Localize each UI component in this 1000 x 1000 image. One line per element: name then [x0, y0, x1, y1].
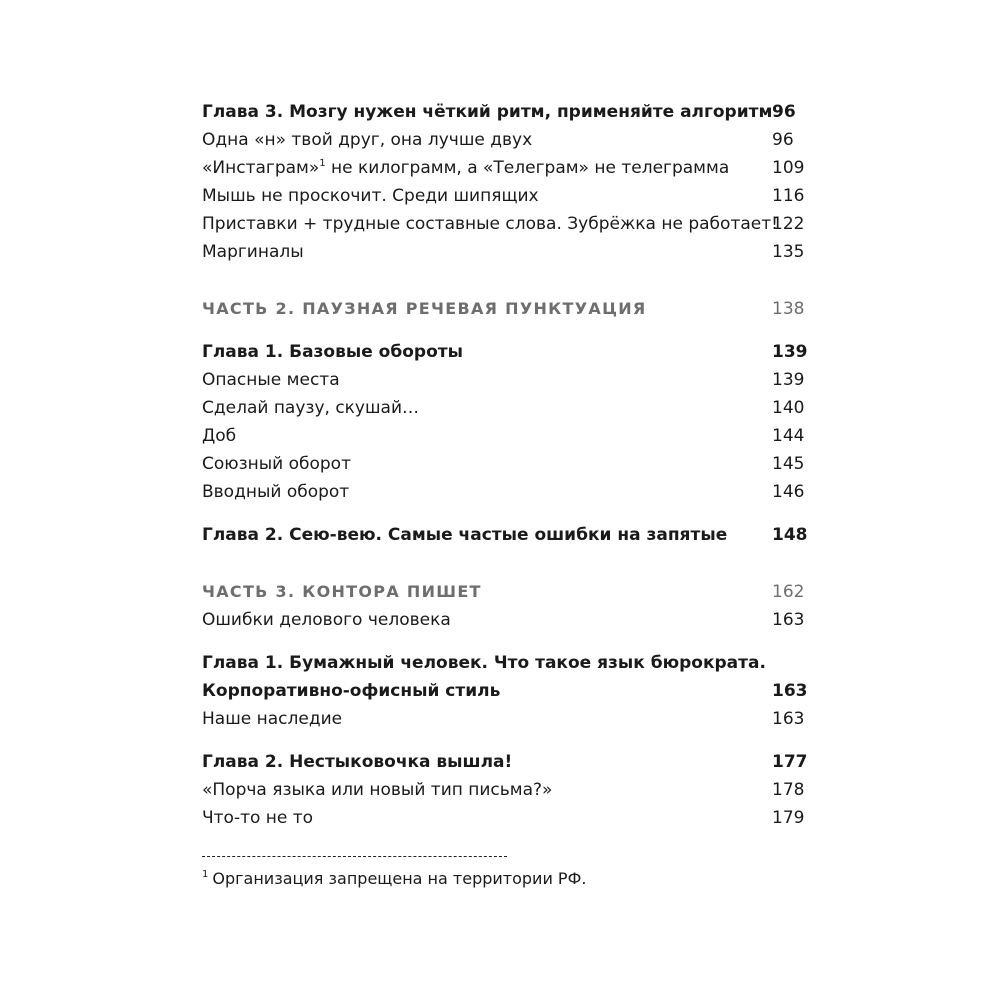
- toc-page-number: 138: [772, 299, 805, 319]
- toc-entry: [202, 154, 805, 182]
- footnote-body: Организация запрещена на территории РФ.: [212, 869, 587, 888]
- toc-entry-title: Одна «н» твой друг, она лучше двух: [202, 130, 533, 150]
- toc-chapter: [202, 338, 808, 366]
- toc-entry: [202, 804, 805, 832]
- toc-entry: [202, 422, 805, 450]
- toc-entry-title: Глава 3. Мозгу нужен чёткий ритм, применяйте алгоритм: [202, 102, 773, 122]
- toc-entry-title-start: «Инстаграм»: [202, 158, 320, 178]
- toc-chapter-title-line: [202, 649, 802, 677]
- toc-page-number: 96: [772, 130, 794, 150]
- toc-page-number: 139: [772, 342, 808, 362]
- toc-entry-title: Мышь не проскочит. Среди шипящих: [202, 186, 539, 206]
- toc-entry-title: Вводный оборот: [202, 482, 350, 502]
- toc-entry: [202, 606, 805, 634]
- toc-entry-title: Наше наследие: [202, 709, 343, 729]
- toc-page-number: 178: [772, 780, 805, 800]
- toc-page-number: 140: [772, 398, 805, 418]
- toc-page-number: 109: [772, 158, 805, 178]
- toc-entry: [202, 238, 805, 266]
- toc-entry-title: Корпоративно-офисный стиль: [202, 681, 501, 701]
- toc-entry-title: Доб: [202, 426, 237, 446]
- toc-entry-title: Сделай паузу, скушай…: [202, 398, 420, 418]
- toc-page-number: 146: [772, 482, 805, 502]
- toc-chapter: [202, 748, 808, 776]
- toc-entry: [202, 450, 805, 478]
- footnote: [202, 856, 602, 891]
- toc-entry-title: [202, 154, 729, 182]
- table-of-contents: [202, 98, 808, 832]
- toc-part-title: ЧАСТЬ 3. КОНТОРА ПИШЕТ: [202, 582, 482, 601]
- footnote-mark: 1: [202, 869, 209, 880]
- toc-entry-title: Союзный оборот: [202, 454, 351, 474]
- toc-page-number: 163: [772, 681, 808, 701]
- toc-entry-title: Приставки + трудные составные слова. Зубрёжка не работает!: [202, 214, 778, 234]
- toc-chapter: [202, 677, 808, 705]
- toc-entry-title-end: не килограмм, а «Телеграм» не телеграмма: [325, 158, 730, 178]
- toc-part-2: [202, 295, 805, 323]
- toc-part-title: ЧАСТЬ 2. ПАУЗНАЯ РЕЧЕВАЯ ПУНКТУАЦИЯ: [202, 299, 647, 318]
- toc-entry: [202, 776, 805, 804]
- toc-page-number: 144: [772, 426, 805, 446]
- toc-page-number: 179: [772, 808, 805, 828]
- toc-page-number: 177: [772, 752, 808, 772]
- toc-entry-title: Маргиналы: [202, 242, 304, 262]
- toc-page-number: 162: [772, 582, 805, 602]
- toc-page-number: 116: [772, 186, 805, 206]
- toc-page-number: 122: [772, 214, 805, 234]
- footnote-reference: 1: [319, 158, 326, 169]
- toc-entry-title: Глава 1. Бумажный человек. Что такое язык бюрократа.: [202, 653, 766, 673]
- toc-entry: [202, 182, 805, 210]
- toc-entry: [202, 210, 805, 238]
- toc-page-number: 163: [772, 709, 805, 729]
- toc-entry: [202, 478, 805, 506]
- toc-page-number: 163: [772, 610, 805, 630]
- toc-chapter-3: [202, 98, 802, 126]
- toc-entry: [202, 705, 805, 733]
- toc-entry-title: Ошибки делового человека: [202, 610, 451, 630]
- toc-entry-title: Глава 2. Сею-вею. Самые частые ошибки на запятые: [202, 525, 728, 545]
- footnote-text: [202, 867, 602, 891]
- toc-page-number: 148: [772, 525, 808, 545]
- toc-entry: [202, 126, 802, 154]
- toc-page-number: 139: [772, 370, 805, 390]
- toc-entry-title: Опасные места: [202, 370, 340, 390]
- toc-entry-title: «Порча языка или новый тип письма?»: [202, 780, 553, 800]
- toc-entry: [202, 366, 805, 394]
- toc-entry: [202, 394, 805, 422]
- toc-chapter: [202, 521, 808, 549]
- toc-part-3: [202, 578, 805, 606]
- toc-page-number: 96: [772, 102, 796, 122]
- toc-entry-title: Что-то не то: [202, 808, 314, 828]
- toc-entry-title: Глава 1. Базовые обороты: [202, 342, 463, 362]
- toc-page-number: 135: [772, 242, 805, 262]
- toc-page-number: 145: [772, 454, 805, 474]
- toc-entry-title: Глава 2. Нестыковочка вышла!: [202, 752, 513, 772]
- footnote-divider: [202, 856, 507, 857]
